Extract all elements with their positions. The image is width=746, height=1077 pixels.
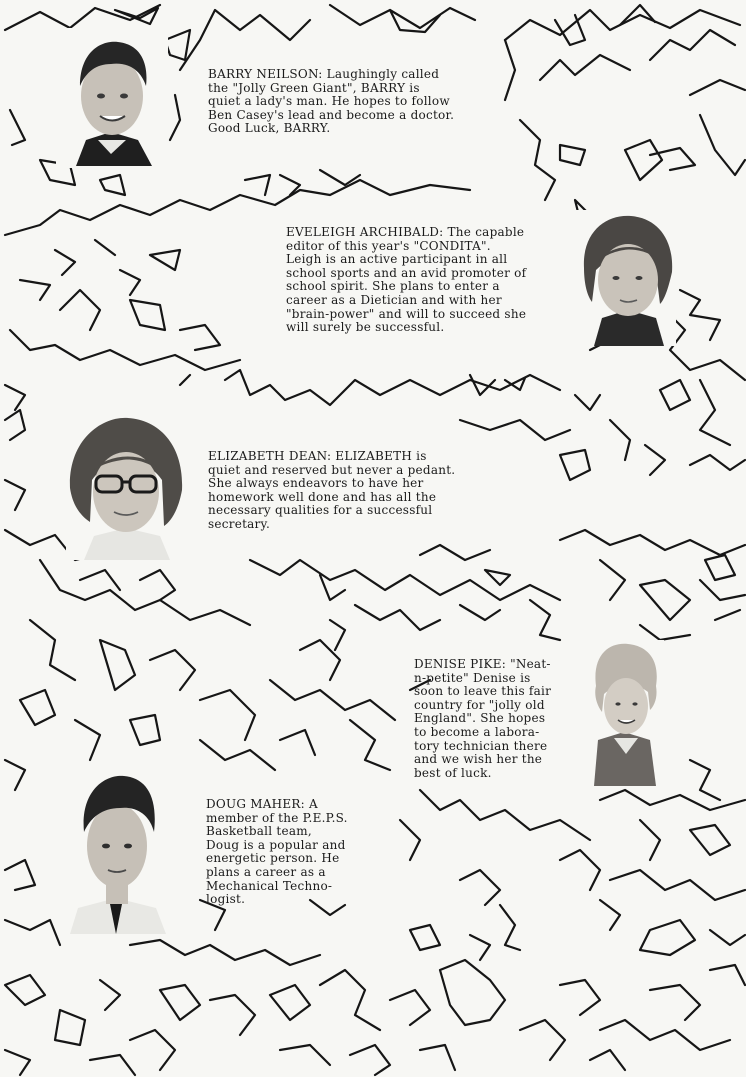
bio-barry-neilson: BARRY NEILSON: Laughingly called the "Jolly Green Giant", BARRY is quiet a lady's man. He hopes to follow Ben Casey's lead and become a doctor. Good Luck, BARRY. — [208, 67, 455, 136]
portrait-denise-pike — [588, 640, 664, 786]
portrait-doug-maher — [66, 770, 170, 934]
portrait-barry-neilson — [56, 28, 168, 168]
portrait-elizabeth-dean — [66, 410, 188, 560]
bio-doug-maher: DOUG MAHER: A member of the P.E.P.S. Basketball team, Doug is a popular and energetic person. He plans a career as a Mechanical Techno- logist. — [206, 797, 348, 907]
bio-elizabeth-dean: ELIZABETH DEAN: ELIZABETH is quiet and reserved but never a pedant. She always endeavors to have her homework well done and has all the necessary qualities for a successful secretary. — [208, 449, 456, 531]
bio-denise-pike: DENISE PIKE: "Neat- n-petite" Denise is soon to leave this fair country for "jolly old England". She hopes to become a labora- tory technician there and we wish her the best of luck. — [414, 657, 552, 780]
portrait-barry-neilson-image — [56, 28, 168, 168]
portrait-doug-maher-image — [66, 770, 170, 934]
bio-eveleigh-archibald: EVELEIGH ARCHIBALD: The capable editor of this year's "CONDITA". Leigh is an active participant in all school sports and an avid promoter of school spirit. She plans to enter a career as a Dietician and with her "brain-power" and will to succeed she will surely be successful. — [286, 225, 527, 335]
portrait-elizabeth-dean-image — [66, 410, 188, 560]
portrait-eveleigh-archibald — [576, 210, 676, 346]
portrait-eveleigh-archibald-image — [576, 210, 676, 346]
portrait-denise-pike-image — [588, 640, 664, 786]
